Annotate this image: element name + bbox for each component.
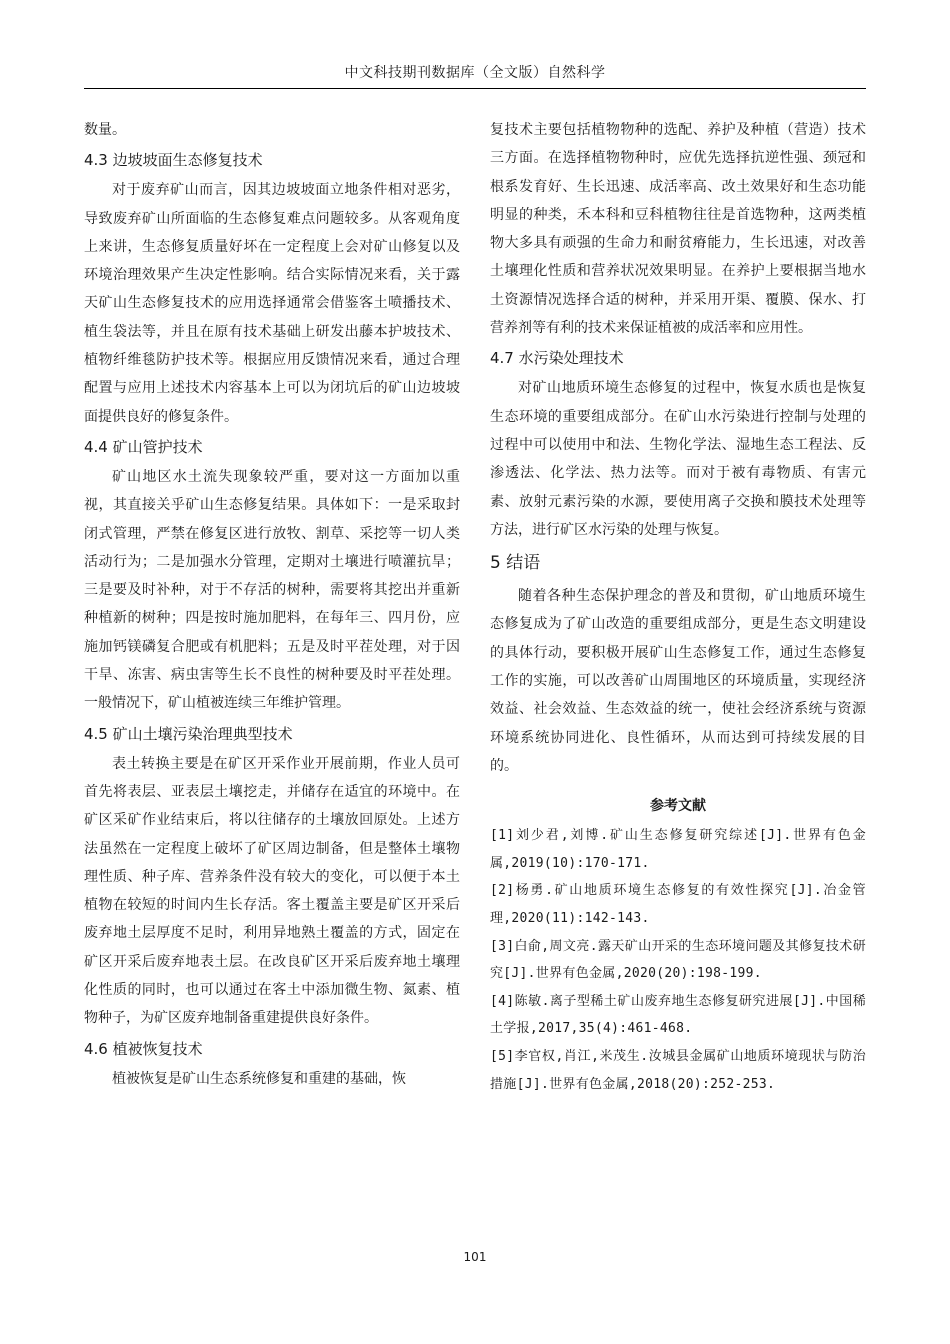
reference-item: [5]李官权,肖江,米茂生.汝城县金属矿山地质环境现状与防治措施[J].世界有色金属,2018(20):252-253.	[490, 1048, 866, 1092]
reference-item: [4]陈敏.离子型稀土矿山废弃地生态修复研究进展[J].中国稀土学报,2017,35(4):461-468.	[490, 993, 866, 1037]
paragraph-4-4: 矿山地区水土流失现象较严重，要对这一方面加以重视，其直接关乎矿山生态修复结果。具体如下：一是采取封闭式管理，严禁在修复区进行放牧、割草、采挖等一切人类活动行为；二是加强水分管理，定期对土壤进行喷灌抗旱；三是要及时补种，对于不存活的树种，需要将其挖出并重新种植新的树种；四是按时施加肥料，在每年三、四月份，应施加钙镁磷复合肥或有机肥料；五是及时平茬处理，对于因干旱、冻害、病虫害等生长不良性的树种要及时平茬处理。一般情况下，矿山植被连续三年维护管理。	[84, 468, 460, 712]
section-heading-5: 5 结语	[490, 553, 541, 574]
references-title: 参考文献	[650, 798, 706, 815]
paragraph-4-5: 表土转换主要是在矿区开采作业开展前期，作业人员可首先将表层、亚表层土壤挖走，并储存在适宜的环境中。在矿区采矿作业结束后，将以往储存的土壤放回原处。上述方法虽然在一定程度上破坏了矿区周边制备，但是整体土壤物理性质、种子库、营养条件没有较大的变化，可以便于本土植物在较短的时间内生长存活。客土覆盖主要是矿区开采后废弃地土层厚度不足时，利用异地熟土覆盖的方式，固定在矿区开采后废弃地表土层。在改良矿区开采后废弃地土壤理化性质的同时，也可以通过在客土中添加微生物、氮素、植物种子，为矿区废弃地制备重建提供良好条件。	[84, 755, 460, 1027]
paragraph-5: 随着各种生态保护理念的普及和贯彻，矿山地质环境生态修复成为了矿山改造的重要组成部分，更是生态文明建设的具体行动，要积极开展矿山生态修复工作，通过生态修复工作的实施，可以改善矿山周围地区的环境质量，实现经济效益、社会效益、生态效益的统一，使社会经济系统与资源环境系统协同进化、良性循环，从而达到可持续发展的目的。	[490, 588, 866, 774]
section-heading-4-6: 4.6 植被恢复技术	[84, 1039, 203, 1058]
section-heading-4-3: 4.3 边坡坡面生态修复技术	[84, 151, 263, 170]
left-column	[84, 116, 460, 1093]
section-heading-4-5: 4.5 矿山土壤污染治理典型技术	[84, 724, 293, 743]
section-heading-4-4: 4.4 矿山管护技术	[84, 437, 203, 456]
reference-item: [3]白俞,周文亮.露天矿山开采的生态环境问题及其修复技术研究[J].世界有色金属,2020(20):198-199.	[490, 938, 866, 982]
section-heading-4-7: 4.7 水污染处理技术	[490, 349, 624, 368]
page-number: 101	[463, 1250, 487, 1264]
right-column	[490, 116, 866, 1098]
reference-list	[490, 822, 866, 1098]
paragraph-4-7: 对矿山地质环境生态修复的过程中，恢复水质也是恢复生态环境的重要组成部分。在矿山水污染进行控制与处理的过程中可以使用中和法、生物化学法、湿地生态工程法、反渗透法、化学法、热力法等。而对于被有毒物质、有害元素、放射元素污染的水源，要使用离子交换和膜技术处理等方法，进行矿区水污染的处理与恢复。	[490, 380, 866, 538]
running-header: 中文科技期刊数据库（全文版）自然科学	[84, 62, 866, 89]
paragraph-4-6: 植被恢复是矿山生态系统修复和重建的基础，恢	[112, 1070, 406, 1087]
reference-item: [1]刘少君,刘博.矿山生态修复研究综述[J].世界有色金属,2019(10):170-171.	[490, 828, 866, 871]
paragraph-4-6-continued: 复技术主要包括植物物种的选配、养护及种植（营造）技术三方面。在选择植物物种时，应优先选择抗逆性强、颈冠和根系发育好、生长迅速、成活率高、改土效果好和生态功能明显的种类，禾本科和豆科植物往往是首选物种，这两类植物大多具有顽强的生命力和耐贫瘠能力，生长迅速，对改善土壤理化性质和营养状况效果明显。在养护上要根据当地水土资源情况选择合适的树种，并采用开渠、覆膜、保水、打营养剂等有利的技术来保证植被的成活率和应用性。	[490, 122, 866, 337]
paragraph-4-3: 对于废弃矿山而言，因其边坡坡面立地条件相对恶劣，导致废弃矿山所面临的生态修复难点问题较多。从客观角度上来讲，生态修复质量好坏在一定程度上会对矿山修复以及环境治理效果产生决定性影响。结合实际情况来看，关于露天矿山生态修复技术的应用选择通常会借鉴客土喷播技术、植生袋法等，并且在原有技术基础上研发出藤本护坡技术、植物纤维毯防护技术等。根据应用反馈情况来看，通过合理配置与应用上述技术内容基本上可以为闭坑后的矿山边坡坡面提供良好的修复条件。	[84, 182, 460, 425]
paragraph-43-continued: 数量。	[84, 122, 126, 138]
reference-item: [2]杨勇.矿山地质环境生态修复的有效性探究[J].冶金管理,2020(11):142-143.	[490, 883, 866, 927]
